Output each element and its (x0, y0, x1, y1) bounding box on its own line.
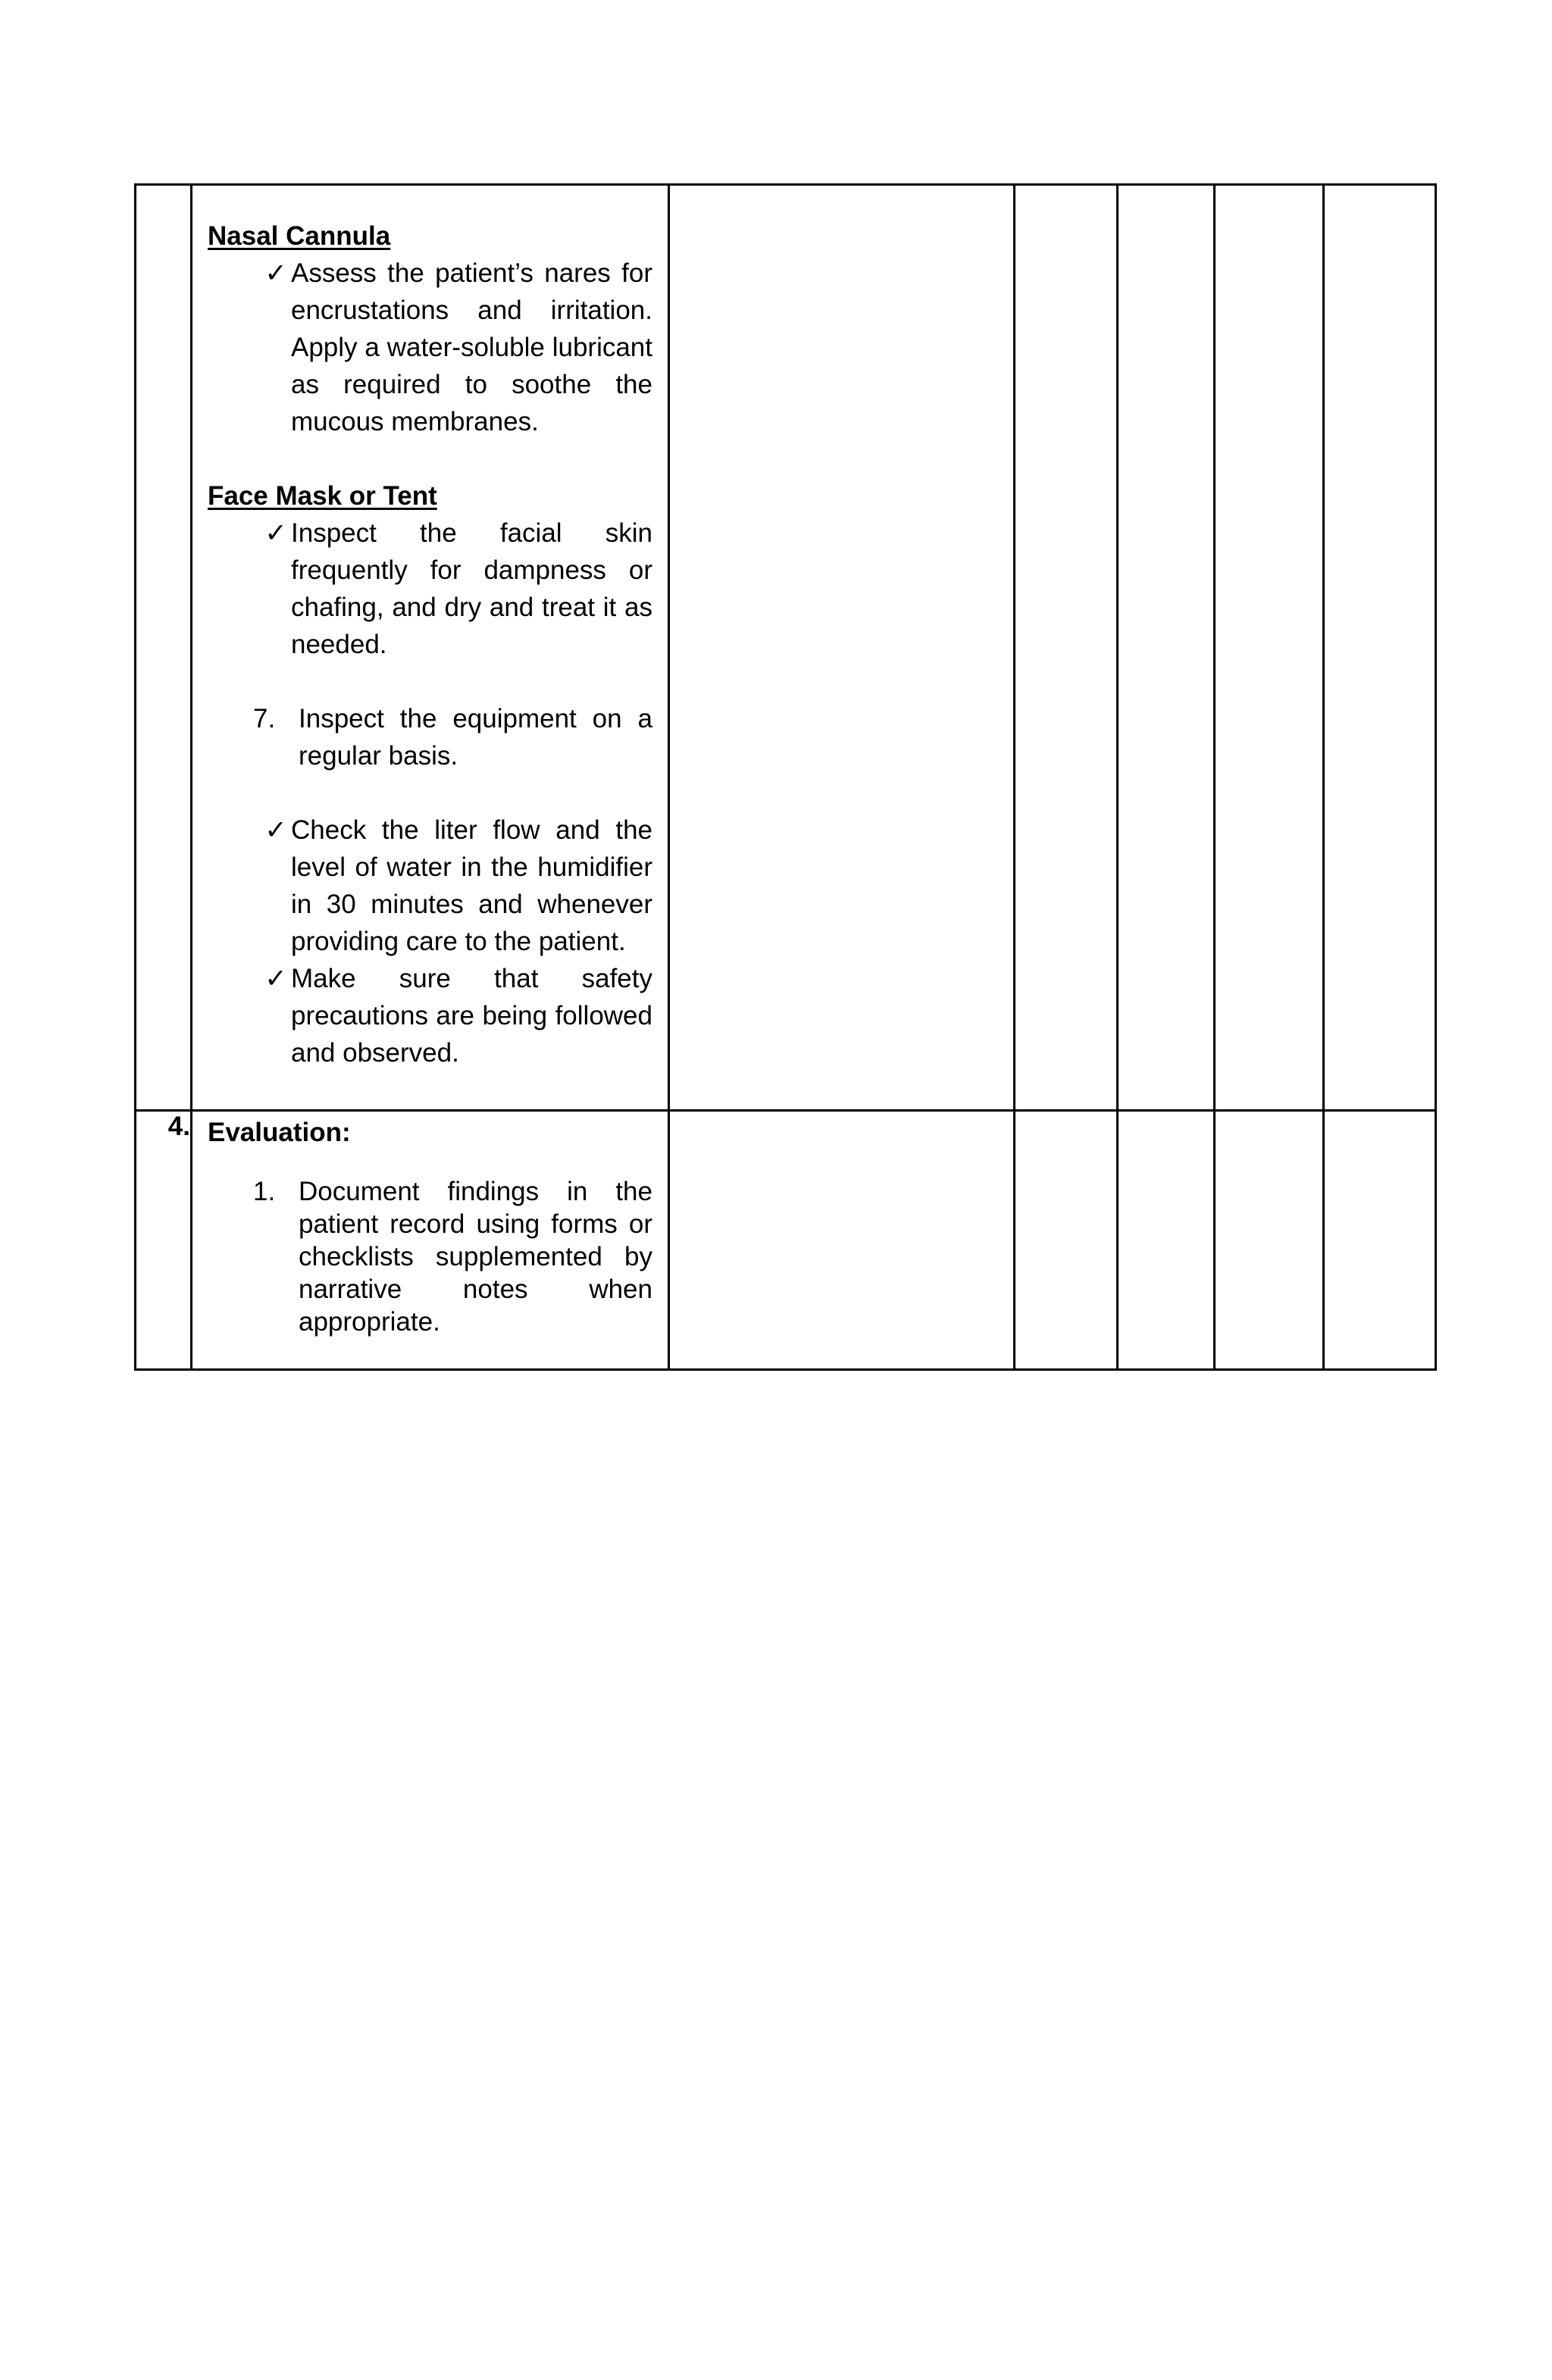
score-cell-empty (1324, 185, 1436, 1111)
score-cell-empty (1215, 1111, 1324, 1370)
table-row-evaluation (136, 1111, 1436, 1370)
score-cell-empty (1015, 185, 1118, 1111)
procedure-cell (192, 185, 669, 1111)
numbered-step-7 (208, 700, 652, 774)
score-cell-empty (1015, 1111, 1118, 1370)
score-cell-empty (1118, 1111, 1215, 1370)
step-number-label: 1. (253, 1177, 276, 1206)
table-row-oxygen-care (136, 185, 1436, 1111)
rationale-cell-empty (669, 185, 1015, 1111)
nasal-cannula-heading: Nasal Cannula (208, 221, 391, 251)
numbered-step-1 (208, 1175, 652, 1338)
score-cell-empty (1215, 185, 1324, 1111)
step-number-label: 7. (253, 704, 276, 733)
face-mask-heading: Face Mask or Tent (208, 481, 437, 511)
checklist-item-nasal (208, 255, 652, 440)
score-cell-empty (1118, 185, 1215, 1111)
step-number-cell: 4. (136, 1111, 192, 1370)
checkmark-icon: ✓ (264, 518, 287, 548)
checkmark-icon: ✓ (264, 815, 287, 845)
checkmark-icon: ✓ (264, 964, 287, 993)
rationale-cell-empty (669, 1111, 1015, 1370)
checklist-item-text: Inspect the facial skin frequently for dampness or chafing, and dry and treat it as needed. (291, 518, 652, 659)
step-text: Inspect the equipment on a regular basis. (299, 704, 652, 771)
step-text: Document findings in the patient record using forms or checklists supplemented by narrative notes when appropriate. (299, 1177, 652, 1337)
step-number-cell-empty (136, 185, 192, 1111)
checklist-item-safety (208, 960, 652, 1071)
checklist-item-text: Check the liter flow and the level of water in the humidifier in 30 minutes and whenever providing care to the patient. (291, 815, 652, 956)
score-cell-empty (1324, 1111, 1436, 1370)
procedure-cell (192, 1111, 669, 1370)
checklist-item-liter-flow (208, 812, 652, 960)
evaluation-heading: Evaluation: (208, 1118, 351, 1147)
checkmark-icon: ✓ (264, 258, 287, 288)
checklist-item-text: Make sure that safety precautions are being followed and observed. (291, 964, 652, 1068)
checklist-item-text: Assess the patient’s nares for encrustations and irritation. Apply a water-soluble lubricant as required to soothe the mucous membranes. (291, 258, 652, 436)
procedure-checklist-table (134, 183, 1437, 1371)
checklist-item-face (208, 514, 652, 663)
